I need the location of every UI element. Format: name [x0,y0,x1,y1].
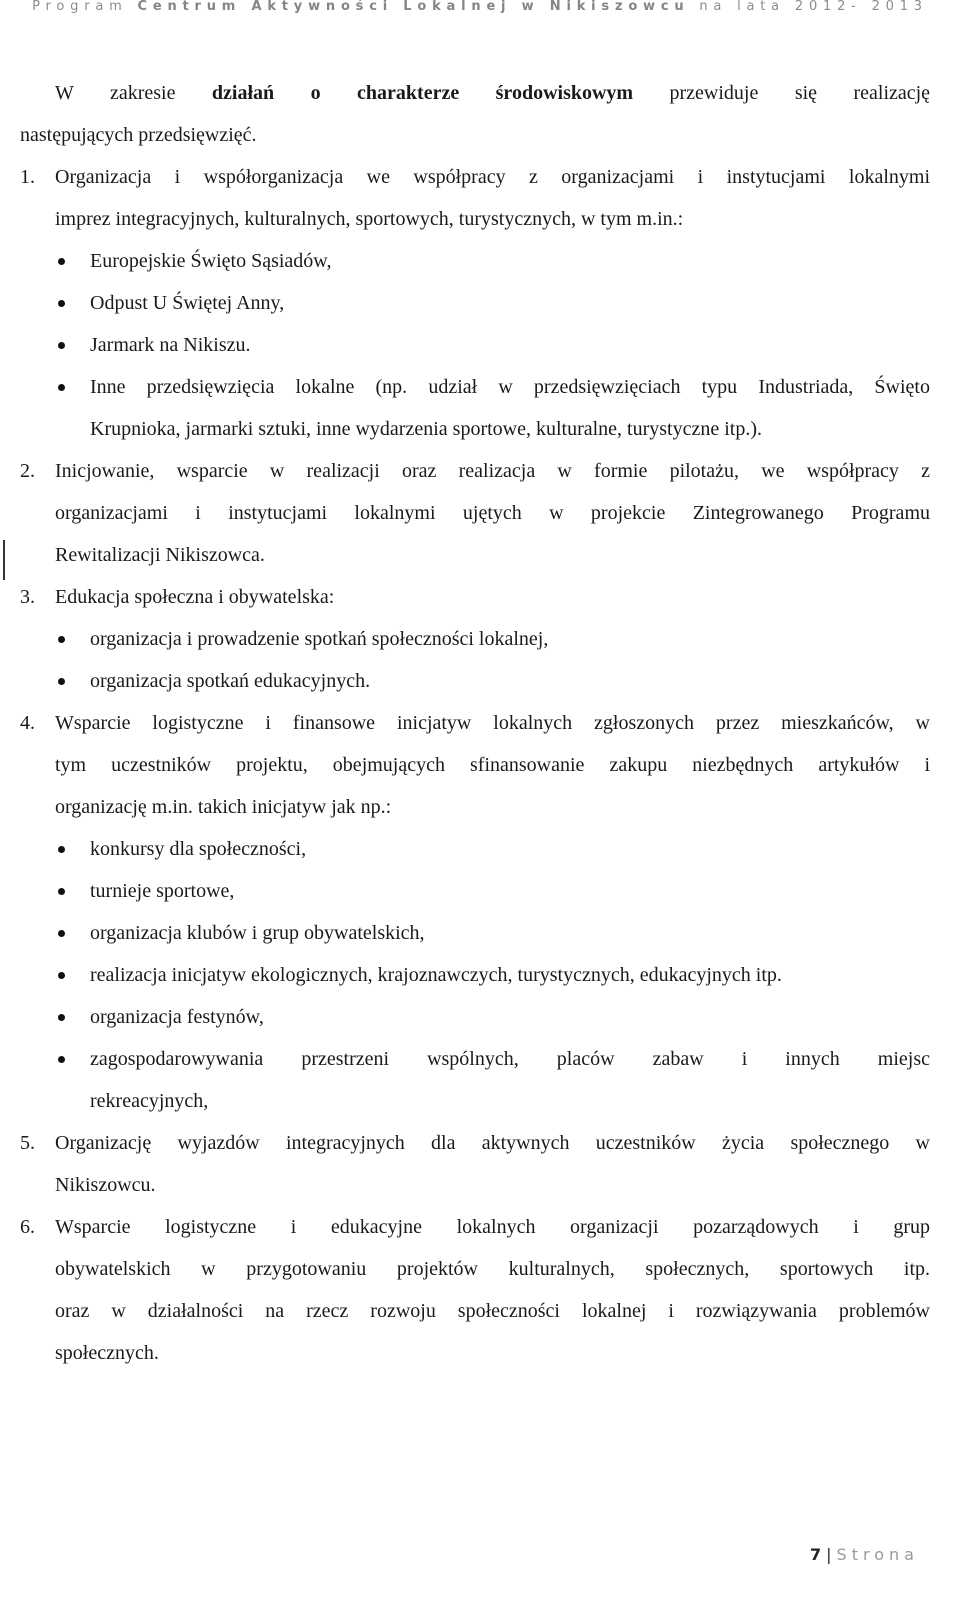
list-item-number: 1. [20,166,35,188]
bullet-item [20,618,930,660]
bullet-item [20,1038,930,1080]
intro-line-1: W zakresie działań o charakterze środowiskowym przewiduje się realizację [55,82,931,104]
list-item-text: tym uczestników projektu, obejmujących sfinansowanie zakupu niezbędnych artykułów i [55,754,930,776]
list-item-line [20,492,930,534]
list-item-text: imprez integracyjnych, kulturalnych, sportowych, turystycznych, w tym m.in.: [55,208,684,230]
list-item-text: Rewitalizacji Nikiszowca. [55,544,265,566]
list-item-text: Organizacja i współorganizacja we współpracy z organizacjami i instytucjami lokalnymi [55,166,930,188]
list-item-line [20,198,930,240]
list-item [20,450,930,576]
list-item-line [20,576,930,618]
header-program: Program [32,0,128,14]
list-item-text: organizację m.in. takich inicjatyw jak np.: [55,796,392,818]
bullet-item [20,324,930,366]
page-header [0,0,960,22]
numbered-list [20,156,930,1374]
list-item-line [20,1332,930,1374]
list-item-text: oraz w działalności na rzecz rozwoju społeczności lokalnej i rozwiązywania problemów [55,1300,930,1322]
list-item-text: Edukacja społeczna i obywatelska: [55,586,335,608]
bullet-item [20,828,930,870]
list-item-line [20,450,930,492]
list-item-text: Inicjowanie, wsparcie w realizacji oraz realizacja w formie pilotażu, we współpracy z [55,460,930,482]
list-item-number: 6. [20,1216,35,1238]
bullet-text: organizacja spotkań edukacyjnych. [90,670,371,692]
list-item [20,702,930,1122]
bullet-icon [58,888,65,895]
bullet-text: Europejskie Święto Sąsiadów, [90,250,332,272]
bullet-text: konkursy dla społeczności, [90,838,307,860]
bullet-item [20,954,930,996]
list-item-text: organizacjami i instytucjami lokalnymi ujętych w projekcie Zintegrowanego Programu [55,502,930,524]
document-body [20,72,930,1374]
list-item-number: 5. [20,1132,35,1154]
bullet-text: Inne przedsięwzięcia lokalne (np. udział w przedsięwzięciach typu Industriada, Święto [90,376,930,398]
bullet-text: turnieje sportowe, [90,880,235,902]
intro-line-2: następujących przedsięwzięć. [20,124,257,146]
bullet-icon [58,1056,65,1063]
list-item-number: 3. [20,586,35,608]
bullet-text: organizacja festynów, [90,1006,264,1028]
list-item-text: Wsparcie logistyczne i edukacyjne lokalnych organizacji pozarządowych i grup [55,1216,930,1238]
bullet-icon [58,300,65,307]
list-item-line [20,1248,930,1290]
bullet-item [20,870,930,912]
list-item-line [20,534,930,576]
bullet-item [20,366,930,408]
list-item-number: 2. [20,460,35,482]
bullet-text: rekreacyjnych, [90,1090,209,1112]
bullet-item [20,408,930,450]
list-item-line [20,1164,930,1206]
list-item-line [20,1206,930,1248]
bullet-item [20,282,930,324]
footer-label: Strona [836,1545,919,1564]
list-item-text: obywatelskich w przygotowaniu projektów kulturalnych, społecznych, sportowych itp. [55,1258,930,1280]
bullet-icon [58,384,65,391]
bullet-icon [58,258,65,265]
list-item [20,576,930,702]
list-item-text: Wsparcie logistyczne i finansowe inicjatyw lokalnych zgłoszonych przez mieszkańców, w [55,712,930,734]
bullet-text: organizacja i prowadzenie spotkań społeczności lokalnej, [90,628,549,650]
bullet-text: zagospodarowywania przestrzeni wspólnych, placów zabaw i innych miejsc [90,1048,930,1070]
revision-bar [3,540,5,580]
list-item-number: 4. [20,712,35,734]
list-item [20,156,930,450]
bullet-text: Jarmark na Nikiszu. [90,334,251,356]
header-years: na lata 2012- 2013 [699,0,928,14]
bullet-item [20,912,930,954]
bullet-icon [58,846,65,853]
list-item-line [20,1290,930,1332]
footer-separator: | [826,1545,832,1564]
bullet-text: realizacja inicjatyw ekologicznych, krajoznawczych, turystycznych, edukacyjnych itp. [90,964,782,986]
list-item-line [20,1122,930,1164]
list-item-text: Nikiszowcu. [55,1174,156,1196]
bullet-icon [58,972,65,979]
list-item-line [20,156,930,198]
list-item-line [20,744,930,786]
list-item-text: społecznych. [55,1342,159,1364]
bullet-icon [58,636,65,643]
list-item [20,1206,930,1374]
header-title: Centrum Aktywności Lokalnej w Nikiszowcu [137,0,690,14]
page-number: 7 [810,1545,822,1564]
list-item-line [20,786,930,828]
bullet-item [20,1080,930,1122]
bullet-text: Odpust U Świętej Anny, [90,292,285,314]
list-item-text: Organizację wyjazdów integracyjnych dla aktywnych uczestników życia społecznego w [55,1132,930,1154]
bullet-icon [58,1014,65,1021]
bullet-item [20,660,930,702]
bullet-text: organizacja klubów i grup obywatelskich, [90,922,425,944]
list-item-line [20,702,930,744]
bullet-icon [58,342,65,349]
bullet-item [20,240,930,282]
bullet-icon [58,678,65,685]
bullet-text: Krupnioka, jarmarki sztuki, inne wydarzenia sportowe, kulturalne, turystyczne itp.). [90,418,763,440]
list-item [20,1122,930,1206]
bullet-icon [58,930,65,937]
page-footer [810,1545,919,1564]
bullet-item [20,996,930,1038]
